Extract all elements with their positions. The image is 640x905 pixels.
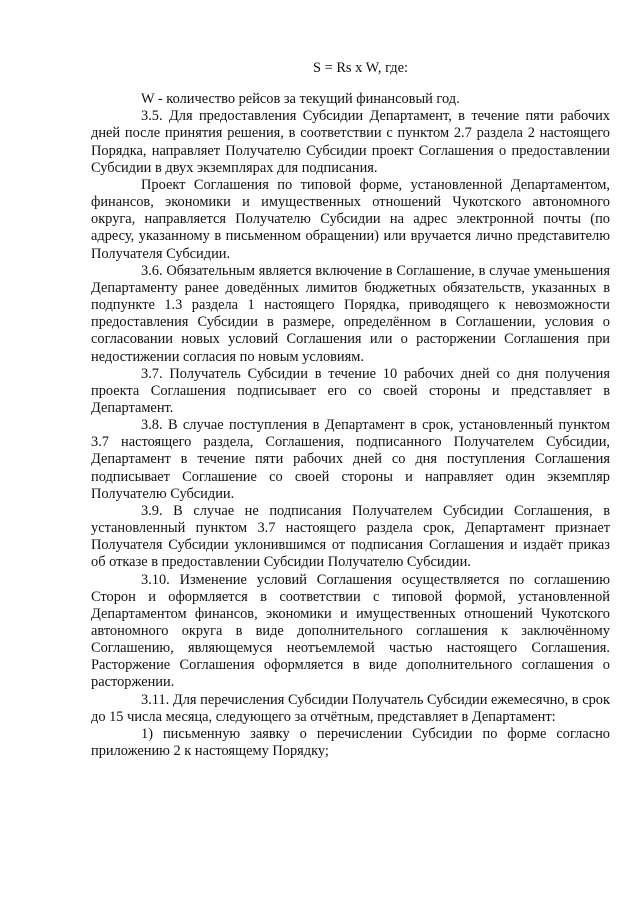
paragraph-w-definition: W - количество рейсов за текущий финансовый год. [141, 91, 460, 108]
paragraph-3-9: 3.9. В случае не подписания Получателем Субсидии Соглашения, в установленный пунктом 3.7 настоящего раздела срок, Департамент признает Получателя Субсидии уклонившимся от подписания Соглашения и издаёт приказ об отказе в предоставлении Субсидии Получателю Субсидии. [91, 502, 610, 571]
paragraph-3-11: 3.11. Для перечисления Субсидии Получатель Субсидии ежемесячно, в срок до 15 числа месяца, следующего за отчётным, представляет в Департамент: [91, 691, 610, 725]
paragraph-3-8: 3.8. В случае поступления в Департамент в срок, установленный пунктом 3.7 настоящего раздела, Соглашения, подписанного Получателем Субсидии, Департамент в течение пяти рабочих дней со дня поступления Соглашения подписывает Соглашение со своей стороны и направляет один экземпляр Получателю Субсидии. [91, 417, 610, 502]
paragraph-3-6: 3.6. Обязательным является включение в Соглашение, в случае уменьшения Департаменту ранее доведённых лимитов бюджетных обязательств, указанных в подпункте 1.3 раздела 1 настоящего Порядка, приводящего к невозможности предоставления Субсидии в размере, определённом в Соглашении, условия о согласовании новых условий Соглашения или о расторжении Соглашения при недостижении согласия по новым условиям. [91, 262, 610, 365]
paragraph-3-5: 3.5. Для предоставления Субсидии Департамент, в течение пяти рабочих дней после принятия решения, в соответствии с пунктом 2.7 раздела 2 настоящего Порядка, направляет Получателю Субсидии проект Соглашения о предоставлении Субсидии в двух экземплярах для подписания. [91, 108, 610, 176]
paragraph-3-11-item-1: 1) письменную заявку о перечислении Субсидии по форме согласно приложению 2 к настоящему Порядку; [91, 725, 610, 760]
paragraph-3-10: 3.10. Изменение условий Соглашения осуществляется по соглашению Сторон и оформляется в соответствии с типовой формой, установленной Департаментом финансов, экономики и имущественных отношений Чукотского автономного округа в виде дополнительного соглашения к заключённому Соглашению, являющемуся неотъемлемой частью настоящего Соглашения. Расторжение Соглашения оформляется в виде дополнительного соглашения о расторжении. [91, 571, 610, 691]
formula-line: S = Rs x W, где: [313, 60, 408, 76]
paragraph-3-5-continued: Проект Соглашения по типовой форме, установленной Департаментом, финансов, экономики и имущественных отношений Чукотского автономного округа, направляется Получателю Субсидии на адрес электронной почты (по адресу, указанному в письменном обращении) или вручается лично представителю Получателя Субсидии. [91, 176, 610, 262]
paragraph-3-7: 3.7. Получатель Субсидии в течение 10 рабочих дней со дня получения проекта Соглашения подписывает его со своей стороны и представляет в Департамент. [91, 365, 610, 416]
